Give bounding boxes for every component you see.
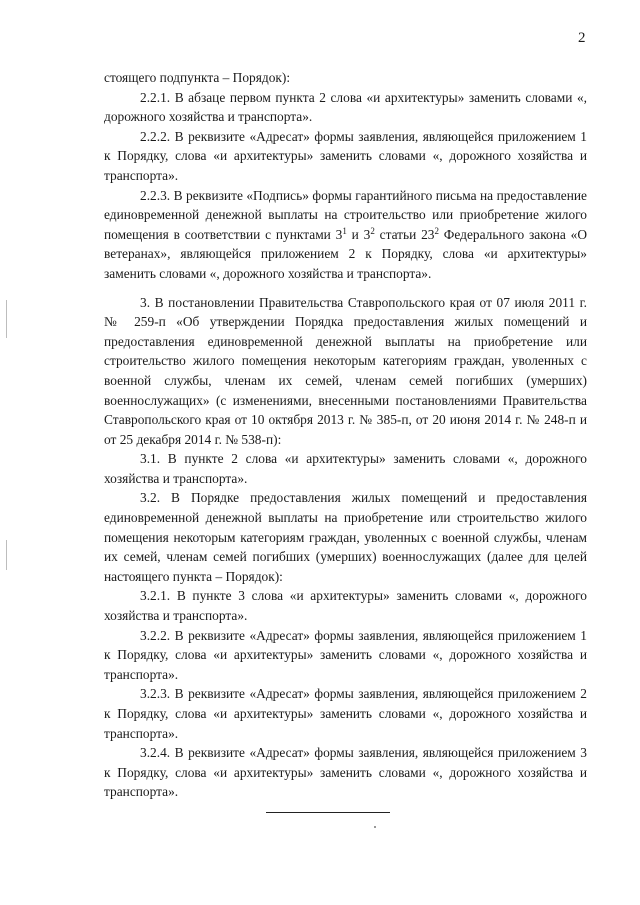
paragraph-3-2: 3.2. В Порядке предоставления жилых помещений и предоставления единовременной денежной выплаты на приобретение или строительство жилого помещения некоторым категориям граждан, уволенных с военной службы, членам их семей, членам семей погибших (умерших) военнослужащих (далее для целей настоящего пункта – Порядок): (104, 490, 587, 584)
superscript: 1 (342, 225, 347, 236)
paragraph-3-2-2: 3.2.2. В реквизите «Адресат» формы заявления, являющейся приложением 1 к Порядку, слова «и архитектуры» заменить словами «, дорожного хозяйства и транспорта». (104, 627, 587, 682)
page-number: 2 (578, 30, 586, 46)
paragraph-3-1: 3.1. В пункте 2 слова «и архитектуры» заменить словами «, дорожного хозяйства и транспорта». (104, 451, 587, 486)
paragraph-3-2-1: 3.2.1. В пункте 3 слова «и архитектуры» заменить словами «, дорожного хозяйства и транспорта». (104, 588, 587, 624)
paragraph-continuation: стоящего подпункта – Порядок): (104, 70, 291, 85)
paragraph-2-2-3-text-b: и 3 (346, 226, 371, 242)
paragraph-2-2-3-text-d: Федерального закона «О ветеранах», являющейся приложением 2 к Порядку, слова «и архитектуры» заменить словами «, дорожного хозяйства и транспорта». (104, 226, 587, 281)
scan-speck (374, 826, 376, 828)
margin-scan-mark (6, 300, 7, 338)
paragraph-3-2-3: 3.2.3. В реквизите «Адресат» формы заявления, являющейся приложением 2 к Порядку, слова «и архитектуры» заменить словами «, дорожного хозяйства и транспорта». (104, 686, 587, 741)
superscript: 2 (434, 225, 439, 236)
paragraph-2-2-3-text-c: статьи 23 (374, 226, 435, 242)
end-separator-line (266, 812, 390, 813)
paragraph-2-2-3 (104, 186, 587, 284)
superscript: 2 (370, 225, 375, 236)
paragraph-3: 3. В постановлении Правительства Ставропольского края от 07 июля 2011 г. № 259-п «Об утверждении Порядка предоставления жилых помещений и предоставления единовременной денежной выплаты на приобретение или строительство жилого помещения некоторым категориям граждан, уволенных с военной службы, членам их семей, членам семей погибших (умерших) военнослужащих» (с изменениями, внесенными постановлениями Правительства Ставропольского края от 10 октября 2013 г. № 385-п, от 20 июня 2014 г. № 248-п и от 25 декабря 2014 г. № 538-п): (104, 294, 587, 447)
paragraph-2-2-3-text-a: 2.2.3. В реквизите «Подпись» формы гарантийного письма на предоставление единовременной денежной выплаты на строительство или приобретение жилого помещения в соответствии с пунктами 3 (104, 187, 587, 242)
document-body (104, 68, 587, 802)
paragraph-2-2-1: 2.2.1. В абзаце первом пункта 2 слова «и архитектуры» заменить словами «, дорожного хозяйства и транспорта». (104, 89, 587, 125)
paragraph-3-2-4: 3.2.4. В реквизите «Адресат» формы заявления, являющейся приложением 3 к Порядку, слова «и архитектуры» заменить словами «, дорожного хозяйства и транспорта». (104, 745, 587, 800)
margin-scan-mark (6, 540, 7, 570)
paragraph-2-2-2: 2.2.2. В реквизите «Адресат» формы заявления, являющейся приложением 1 к Порядку, слова «и архитектуры» заменить словами «, дорожного хозяйства и транспорта». (104, 128, 587, 183)
